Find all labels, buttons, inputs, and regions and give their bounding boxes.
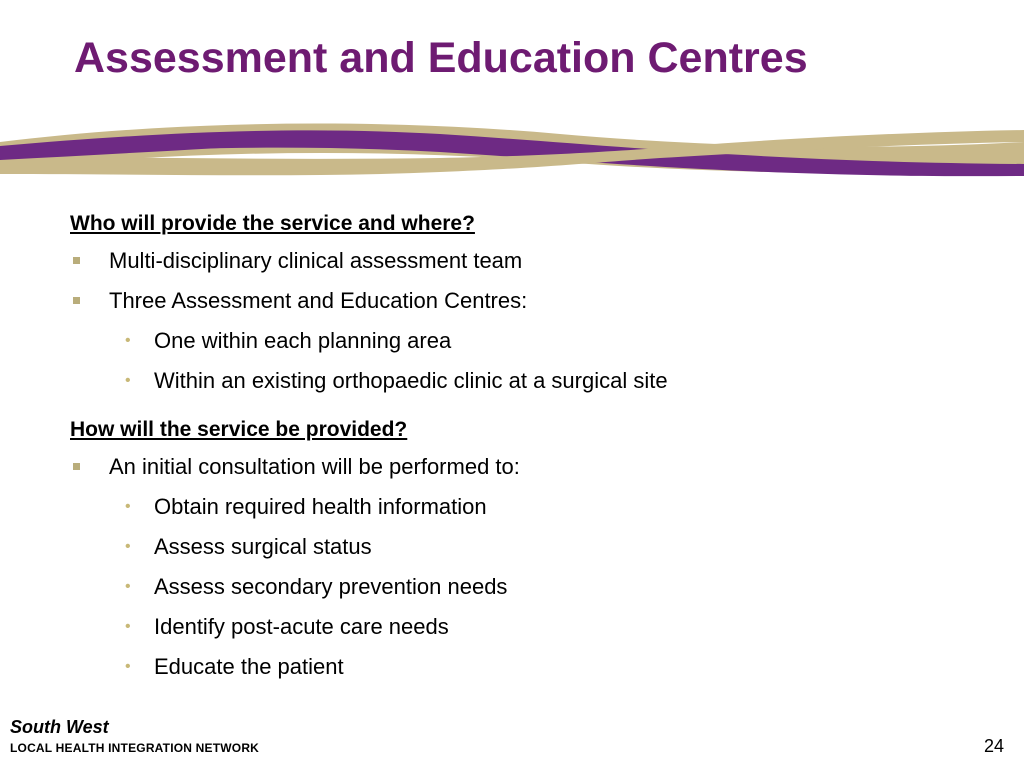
list-item	[70, 282, 970, 322]
sub-list-item-text: One within each planning area	[154, 328, 452, 353]
square-bullet-icon	[73, 463, 80, 470]
sub-list-item	[70, 648, 970, 688]
dot-bullet-icon: •	[125, 658, 131, 675]
decorative-swoosh	[0, 112, 1024, 200]
list-item-text: Multi-disciplinary clinical assessment team	[109, 248, 523, 273]
dot-bullet-icon: •	[125, 372, 131, 389]
square-bullet-icon	[73, 297, 80, 304]
section-who-where	[70, 206, 970, 402]
sub-list-item-text: Assess secondary prevention needs	[154, 574, 508, 599]
footer-logo	[10, 717, 259, 759]
sub-list-item	[70, 362, 970, 402]
brand-name: South West	[10, 717, 109, 737]
slide-title: Assessment and Education Centres	[74, 34, 808, 82]
dot-bullet-icon: •	[125, 578, 131, 595]
dot-bullet-icon: •	[125, 618, 131, 635]
list-item	[70, 242, 970, 282]
sub-list-item	[70, 528, 970, 568]
page-number: 24	[983, 736, 1004, 756]
section-gap	[70, 402, 970, 412]
sub-list-item	[70, 568, 970, 608]
sub-list-item-text: Educate the patient	[154, 654, 344, 679]
slide-content	[70, 206, 970, 688]
sub-list-item-text: Assess surgical status	[154, 534, 372, 559]
sub-list-item-text: Within an existing orthopaedic clinic at a surgical site	[154, 368, 668, 393]
brand-tagline: LOCAL HEALTH INTEGRATION NETWORK	[10, 741, 260, 755]
dot-bullet-icon: •	[125, 332, 131, 349]
sub-list-item	[70, 322, 970, 362]
sub-list-item-text: Identify post-acute care needs	[154, 614, 449, 639]
sub-list-item	[70, 488, 970, 528]
sub-list-item-text: Obtain required health information	[154, 494, 487, 519]
list-item	[70, 448, 970, 488]
list-item-text: An initial consultation will be performed to:	[109, 454, 520, 479]
list-item-text: Three Assessment and Education Centres:	[109, 288, 528, 313]
square-bullet-icon	[73, 257, 80, 264]
dot-bullet-icon: •	[125, 498, 131, 515]
sub-list-item	[70, 608, 970, 648]
section-heading: Who will provide the service and where?	[70, 212, 475, 235]
dot-bullet-icon: •	[125, 538, 131, 555]
section-how-provided	[70, 412, 970, 688]
section-heading: How will the service be provided?	[70, 418, 408, 441]
